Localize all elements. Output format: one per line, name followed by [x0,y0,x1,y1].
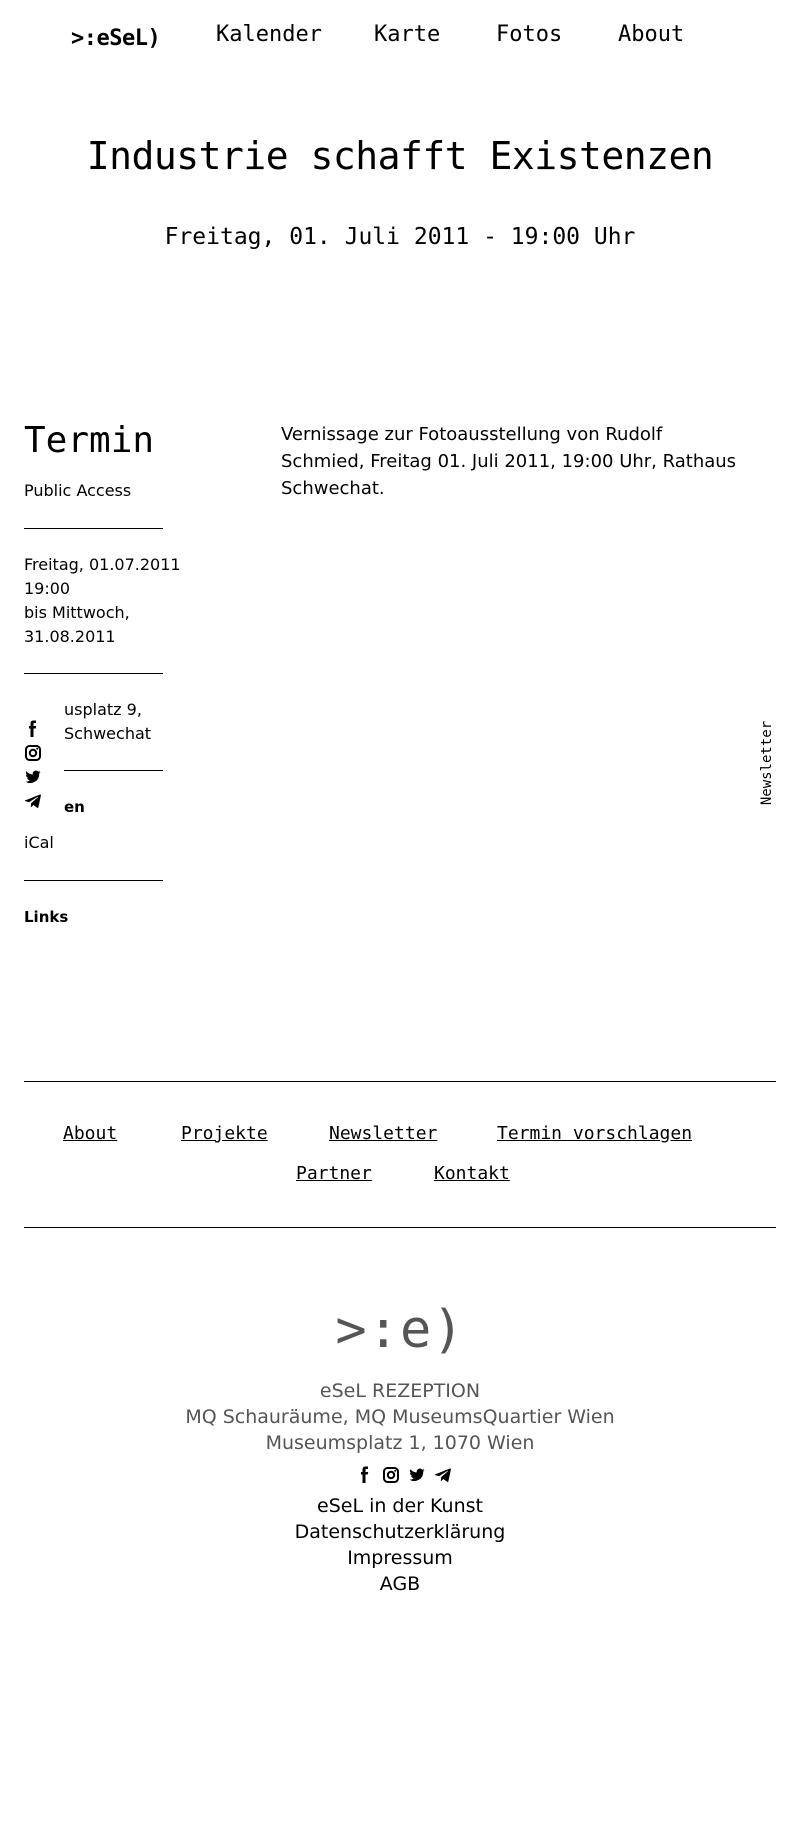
twitter-icon[interactable] [408,1466,426,1484]
telegram-icon[interactable] [434,1466,452,1484]
footer-link-impressum[interactable]: Impressum [347,1547,453,1569]
date-start: Freitag, 01.07.2011 [24,555,181,574]
footer-street: Museumsplatz 1, 1070 Wien [265,1432,535,1454]
brand-logo[interactable]: >:eSeL) [71,25,161,51]
facebook-icon[interactable] [24,720,42,738]
top-nav [71,22,160,54]
nav-karte[interactable]: Karte [374,22,441,47]
divider [24,673,163,674]
ical-link[interactable]: iCal [24,833,54,852]
telegram-icon[interactable] [24,792,42,810]
page-title: Industrie schafft Existenzen [86,134,714,178]
divider [24,880,163,881]
links-heading: Links [24,908,69,926]
date-end-prefix: bis Mittwoch, [24,603,130,622]
instagram-icon[interactable] [382,1466,400,1484]
footer-social [356,1466,452,1484]
footer-link-termin-vorschlagen[interactable]: Termin vorschlagen [497,1123,693,1144]
share-label: en [64,798,85,816]
footer-link-kunst[interactable]: eSeL in der Kunst [317,1495,483,1517]
footer-link-agb[interactable]: AGB [379,1573,421,1595]
divider [64,770,163,771]
footer-bottom-divider [24,1227,776,1228]
nav-kalender[interactable]: Kalender [216,22,322,47]
footer-link-newsletter[interactable]: Newsletter [329,1123,438,1144]
instagram-icon[interactable] [24,744,42,762]
footer-link-kontakt[interactable]: Kontakt [434,1163,510,1184]
nav-about[interactable]: About [618,22,685,47]
footer-link-datenschutz[interactable]: Datenschutzerklärung [294,1521,506,1543]
share-icons [24,720,42,816]
termin-heading: Termin [24,420,155,461]
address-line1: usplatz 9, [64,700,142,719]
address-line2: Schwechat [64,724,152,743]
event-datetime: Freitag, 01. Juli 2011 - 19:00 Uhr [164,224,636,250]
twitter-icon[interactable] [24,768,42,786]
footer-top-divider [24,1081,776,1082]
newsletter-tab[interactable]: Newsletter [759,720,775,806]
divider [24,528,163,529]
nav-fotos[interactable]: Fotos [496,22,563,47]
footer-link-partner[interactable]: Partner [296,1163,372,1184]
footer-link-projekte[interactable]: Projekte [181,1123,268,1144]
category-link[interactable]: Public Access [24,481,132,500]
footer-org: eSeL REZEPTION [319,1380,481,1402]
facebook-icon[interactable] [356,1466,374,1484]
footer-venue: MQ Schauräume, MQ MuseumsQuartier Wien [185,1406,615,1428]
footer-link-about[interactable]: About [63,1123,118,1144]
date-end: 31.08.2011 [24,627,116,646]
footer-logo: >:e) [335,1300,465,1360]
time-start: 19:00 [24,579,71,598]
event-description: Vernissage zur Fotoausstellung von Rudolf Schmied, Freitag 01. Juli 2011, 19:00 Uhr, Rathaus Schwechat. [281,424,737,499]
